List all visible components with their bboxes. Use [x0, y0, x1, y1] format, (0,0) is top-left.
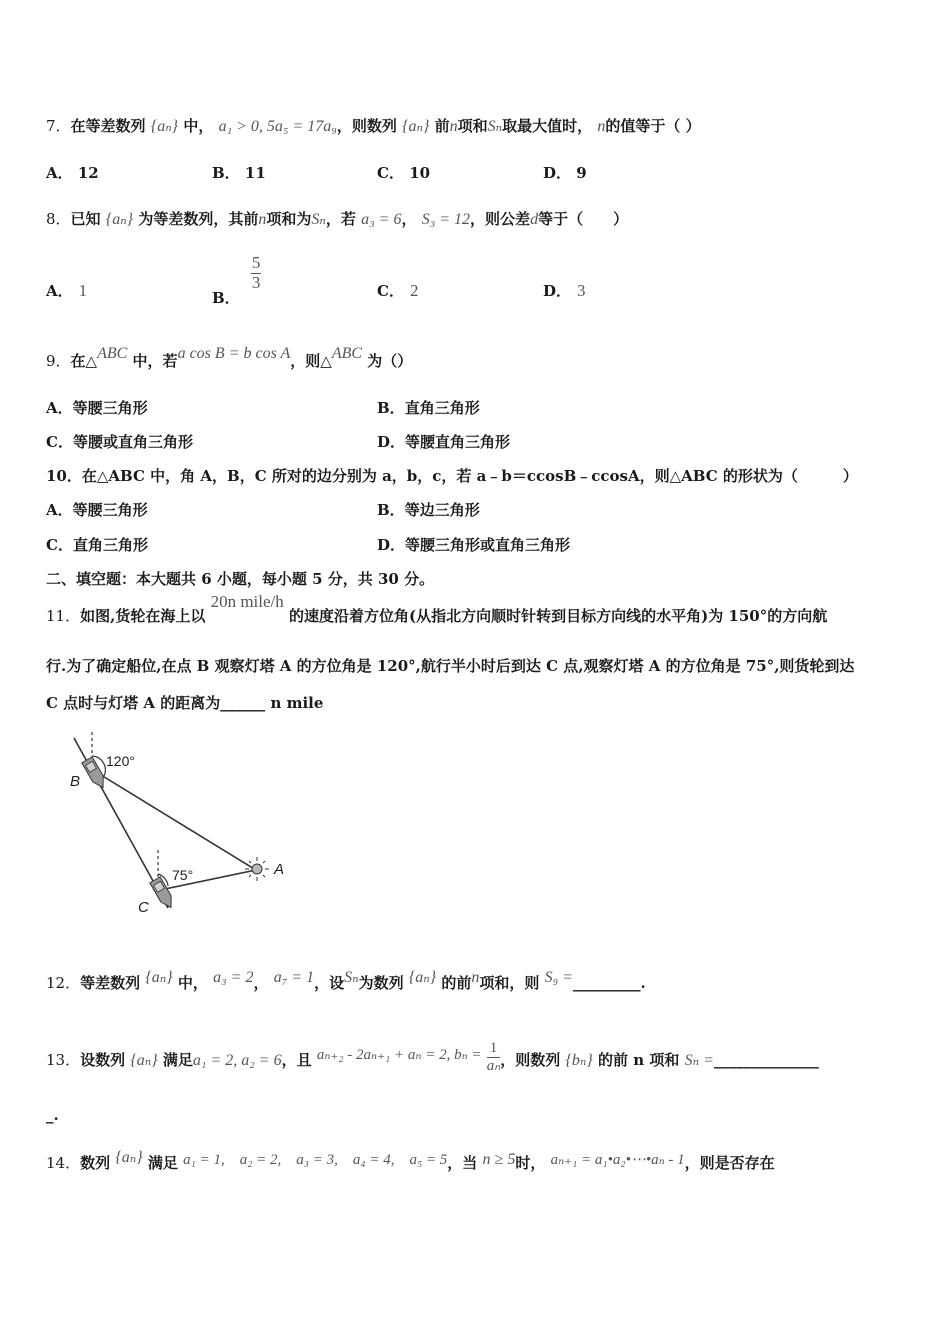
option-label: A． — [46, 399, 73, 417]
question-8 — [46, 208, 628, 229]
text: 的值等于（ ） — [605, 117, 701, 135]
option-value: 9 — [576, 164, 587, 182]
option-value: 直角三角形 — [72, 536, 148, 554]
math-condition: a₇ = 1 — [273, 969, 315, 986]
math-seq-b: {bₙ} — [565, 1052, 593, 1069]
text: 项和为 — [266, 210, 312, 228]
option-value: 等腰三角形 — [72, 501, 148, 519]
math-triangle: ABC — [97, 345, 128, 362]
math-seq: {aₙ} — [150, 118, 179, 135]
option-label: C． — [46, 536, 73, 554]
question-13-tail: _. — [46, 1106, 59, 1124]
math-sum: Sₙ — [311, 211, 326, 228]
q8-option-d[interactable] — [543, 280, 586, 301]
angle-label-b: 120° — [106, 753, 135, 769]
math-condition: a₁ = 2, a₂ = 6 — [192, 1052, 282, 1069]
text: 等差数列 — [80, 974, 141, 992]
math-seq: {aₙ} — [408, 969, 437, 986]
text: ，若 — [325, 210, 356, 228]
point-label-c: C — [138, 899, 149, 916]
angle-label-c: 75° — [172, 867, 194, 883]
option-value: 2 — [409, 281, 419, 300]
question-10: 10．在△ABC 中，角 A，B，C 所对的边分别为 a，b，c，若 a﹣b＝ccosB﹣ccosA，则△ABC 的形状为（ ） — [46, 467, 858, 485]
option-label: D． — [377, 536, 406, 554]
text: 的前 — [441, 974, 472, 992]
text: ，则是否存在 — [684, 1154, 775, 1172]
math-fraction — [487, 1040, 500, 1074]
question-number: 13． — [46, 1051, 81, 1069]
option-value: 3 — [577, 281, 586, 300]
text: 在等差数列 — [70, 117, 146, 135]
math-sum: Sₙ — [487, 118, 503, 135]
math-condition: n ≥ 5 — [482, 1151, 516, 1168]
q7-option-c[interactable] — [377, 162, 430, 183]
point-label-a: A — [274, 861, 285, 878]
answer-blank[interactable]: _________ — [572, 974, 641, 992]
text: 中，若 — [132, 352, 178, 370]
text: 中， — [177, 974, 208, 992]
option-label: B． — [377, 501, 405, 519]
text: 项和 — [457, 117, 488, 135]
math-recurrence: aₙ₊₂ - 2aₙ₊₁ + aₙ = 2, bₙ = — [316, 1047, 482, 1063]
option-label: C． — [377, 282, 404, 300]
question-number: 9． — [46, 352, 71, 370]
option-label: C． — [377, 164, 404, 182]
option-label: A． — [46, 501, 73, 519]
question-number: 14． — [46, 1154, 81, 1172]
math-seq: {aₙ} — [402, 118, 430, 135]
text: 取最大值时， — [502, 117, 593, 135]
text: 如图,货轮在海上以 — [80, 607, 206, 625]
q8-option-b[interactable] — [212, 253, 261, 308]
answer-blank[interactable]: ______ — [220, 694, 266, 712]
text: ，当 — [447, 1154, 478, 1172]
question-number: 12． — [46, 974, 81, 992]
text: C 点时与灯塔 A 的距离为 — [46, 694, 221, 712]
q9-option-a[interactable] — [46, 397, 148, 418]
text: 的速度沿着方位角(从指北方向顺时针转到目标方向线的水平角)为 150°的方向航 — [289, 607, 828, 625]
lighthouse-a-icon — [245, 857, 269, 881]
option-label: B． — [377, 399, 405, 417]
option-value: 11 — [244, 164, 266, 182]
text: 项和，则 — [479, 974, 540, 992]
math-speed: 20n mile/h — [210, 592, 284, 611]
math-seq: {aₙ} — [145, 969, 173, 986]
text: 已知 — [70, 210, 101, 228]
option-label: D． — [377, 433, 406, 451]
fraction-numerator: 5 — [251, 253, 261, 272]
text: 时， — [515, 1154, 546, 1172]
q10-option-a[interactable] — [46, 499, 148, 520]
math-s9: S₉ = — [544, 969, 573, 986]
text: ，则数列 — [336, 117, 397, 135]
q9-option-b[interactable] — [377, 397, 480, 418]
answer-blank[interactable]: ______________ — [713, 1051, 819, 1069]
option-value: 直角三角形 — [404, 399, 480, 417]
text: ，则公差 — [470, 210, 531, 228]
option-value: 等腰或直角三角形 — [72, 433, 193, 451]
math-condition: a₁ > 0, 5a₅ = 17a₉ — [218, 118, 337, 135]
fraction-numerator: 1 — [487, 1040, 500, 1058]
option-value: 等腰直角三角形 — [405, 433, 511, 451]
text: 为（） — [367, 352, 413, 370]
question-14 — [46, 1149, 775, 1173]
text: 的前 n 项和 — [598, 1051, 680, 1069]
question-11-line-1 — [46, 592, 828, 626]
option-label: C． — [46, 433, 73, 451]
option-label: B． — [212, 164, 240, 182]
q10-option-b[interactable] — [377, 499, 480, 520]
option-fraction — [251, 254, 262, 292]
point-label-b: B — [70, 773, 81, 790]
q8-option-c[interactable] — [377, 280, 418, 301]
math-seq: {aₙ} — [105, 211, 134, 228]
text: ，设 — [314, 974, 345, 992]
question-number: 8． — [46, 210, 71, 228]
option-label: A． — [46, 282, 73, 300]
math-triangle: ABC — [331, 345, 363, 362]
math-seq: {aₙ} — [130, 1052, 158, 1069]
math-seq: {aₙ} — [115, 1149, 143, 1166]
text: ， — [401, 210, 417, 228]
text: 满足 — [162, 1051, 193, 1069]
q7-option-a[interactable] — [46, 162, 99, 183]
text: 前 — [434, 117, 450, 135]
math-sum: Sₙ = — [684, 1052, 714, 1069]
option-label: A． — [46, 164, 73, 182]
text: . — [640, 974, 646, 992]
option-value: 10 — [409, 164, 431, 182]
math-n: n — [449, 118, 458, 135]
option-value: 等腰三角形或直角三角形 — [405, 536, 571, 554]
q9-option-c[interactable] — [46, 431, 193, 452]
math-recurrence: aₙ₊₁ = a₁•a₂•⋯•aₙ - 1 — [550, 1152, 685, 1168]
text: 满足 — [147, 1154, 178, 1172]
text: 数列 — [80, 1154, 111, 1172]
math-d: d — [530, 211, 539, 228]
text: n mile — [265, 694, 324, 712]
q7-option-d[interactable] — [543, 162, 587, 183]
math-n: n — [258, 211, 267, 228]
text: 设数列 — [80, 1051, 126, 1069]
text: ，则△ — [290, 352, 332, 370]
question-11-line-2: 行.为了确定船位,在点 B 观察灯塔 A 的方位角是 120°,航行半小时后到达 C 点,观察灯塔 A 的方位角是 75°,则货轮到达 — [46, 657, 855, 675]
math-condition: a cos B = b cos A — [177, 345, 291, 362]
q10-option-c[interactable] — [46, 534, 148, 555]
question-9 — [46, 345, 413, 371]
question-number: 7． — [46, 117, 71, 135]
math-initial-values: a₁ = 1, a₂ = 2, a₃ = 3, a₄ = 4, a₅ = 5 — [183, 1152, 448, 1168]
navigation-figure — [60, 728, 300, 918]
option-label: D． — [543, 282, 572, 300]
ship-b-icon — [82, 757, 108, 791]
text: ，且 — [281, 1051, 312, 1069]
option-label: D． — [543, 164, 572, 182]
math-sum: Sₙ — [344, 969, 359, 986]
option-value: 12 — [77, 164, 99, 182]
text: ， — [253, 974, 269, 992]
section-heading: 二、填空题：本大题共 6 小题，每小题 5 分，共 30 分。 — [46, 570, 435, 588]
math-condition: S₃ = 12 — [421, 211, 471, 228]
q10-option-d[interactable] — [377, 534, 570, 555]
q8-option-a[interactable] — [46, 280, 87, 301]
math-condition: a₃ = 6 — [361, 211, 402, 228]
fraction-denominator: 3 — [251, 272, 261, 292]
question-12 — [46, 969, 646, 993]
text: 为数列 — [358, 974, 404, 992]
text: ，则数列 — [500, 1051, 561, 1069]
text: 中， — [183, 117, 214, 135]
option-value: 1 — [78, 281, 88, 300]
option-value: 等腰三角形 — [72, 399, 148, 417]
option-label: B． — [212, 289, 240, 308]
math-n: n — [471, 969, 480, 986]
fraction-denominator: aₙ — [486, 1057, 501, 1074]
math-n: n — [597, 118, 606, 135]
option-value: 等边三角形 — [404, 501, 480, 519]
text: 等于（ ） — [538, 210, 629, 228]
question-11-line-3 — [46, 692, 323, 713]
text: 为等差数列，其前 — [138, 210, 259, 228]
question-7 — [46, 115, 701, 136]
text: 在△ — [70, 352, 98, 370]
q9-option-d[interactable] — [377, 431, 510, 452]
math-condition: a₃ = 2 — [213, 969, 254, 986]
q7-option-b[interactable] — [212, 162, 266, 183]
question-number: 11． — [46, 607, 81, 625]
question-13 — [46, 1040, 819, 1078]
